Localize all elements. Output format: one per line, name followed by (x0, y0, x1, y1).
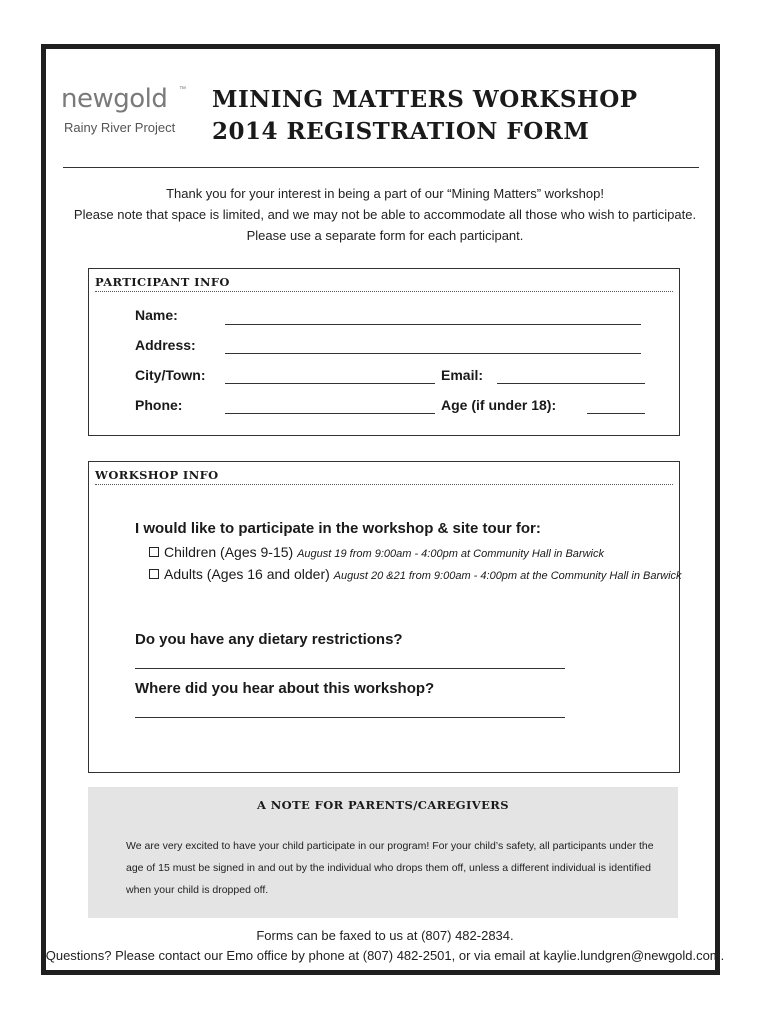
hear-field[interactable] (135, 717, 565, 718)
logo-subtitle: Rainy River Project (64, 120, 176, 135)
age-label: Age (if under 18): (441, 397, 557, 413)
logo-wordmark: newgold (61, 84, 168, 114)
fax-info: Forms can be faxed to us at (807) 482-2834. (256, 928, 514, 943)
newgold-logo (61, 84, 191, 144)
option-children (149, 544, 604, 560)
participant-info-heading: PARTICIPANT INFO (95, 275, 230, 289)
email-field[interactable] (497, 383, 645, 384)
intro-line: Please use a separate form for each participant. (246, 228, 524, 243)
option-adults-label: Adults (Ages 16 and older) (164, 566, 330, 582)
parents-note-heading: A NOTE FOR PARENTS/CAREGIVERS (257, 798, 509, 812)
name-field[interactable] (225, 324, 641, 325)
option-adults (149, 566, 682, 582)
contact-info: Questions? Please contact our Emo office by phone at (807) 482-2501, or via email at kaylie.lundgren@newgold.com. (45, 948, 725, 963)
heading-dotted-rule (95, 291, 673, 292)
participation-question: I would like to participate in the workshop & site tour for: (135, 520, 541, 537)
note-line: age of 15 must be signed in and out by the individual who drops them off, unless a different individual is identified (126, 862, 651, 874)
phone-field[interactable] (225, 413, 435, 414)
form-title-line-2: 2014 REGISTRATION FORM (212, 118, 590, 145)
city-field[interactable] (225, 383, 435, 384)
header-divider (63, 167, 699, 168)
age-field[interactable] (587, 413, 645, 414)
footer-contact (40, 926, 730, 966)
adults-checkbox[interactable] (149, 569, 159, 579)
logo-trademark: ™ (179, 86, 186, 93)
form-title (212, 84, 638, 148)
parents-note (88, 787, 678, 918)
phone-label: Phone: (135, 397, 183, 413)
city-label: City/Town: (135, 367, 206, 383)
note-line: We are very excited to have your child participate in our program! For your child’s safety, all participants under the (126, 840, 654, 852)
workshop-info-section (88, 461, 680, 773)
heading-dotted-rule (95, 484, 673, 485)
intro-line: Please note that space is limited, and we may not be able to accommodate all those who wish to participate. (73, 207, 697, 222)
address-field[interactable] (225, 353, 641, 354)
parents-note-body (126, 835, 666, 901)
form-title-line-1: MINING MATTERS WORKSHOP (212, 86, 638, 113)
note-line: when your child is dropped off. (126, 884, 269, 896)
children-checkbox[interactable] (149, 547, 159, 557)
intro-line: Thank you for your interest in being a part of our “Mining Matters” workshop! (166, 186, 604, 201)
intro-text (60, 183, 710, 246)
address-label: Address: (135, 337, 196, 353)
option-adults-detail: August 20 &21 from 9:00am - 4:00pm at the Community Hall in Barwick (333, 570, 682, 582)
workshop-info-heading: WORKSHOP INFO (95, 468, 219, 482)
name-label: Name: (135, 307, 178, 323)
dietary-field[interactable] (135, 668, 565, 669)
email-label: Email: (441, 367, 484, 383)
option-children-label: Children (Ages 9-15) (164, 544, 294, 560)
participant-info-section (88, 268, 680, 436)
hear-question: Where did you hear about this workshop? (135, 680, 435, 697)
dietary-question: Do you have any dietary restrictions? (135, 631, 403, 648)
option-children-detail: August 19 from 9:00am - 4:00pm at Community Hall in Barwick (297, 548, 604, 560)
